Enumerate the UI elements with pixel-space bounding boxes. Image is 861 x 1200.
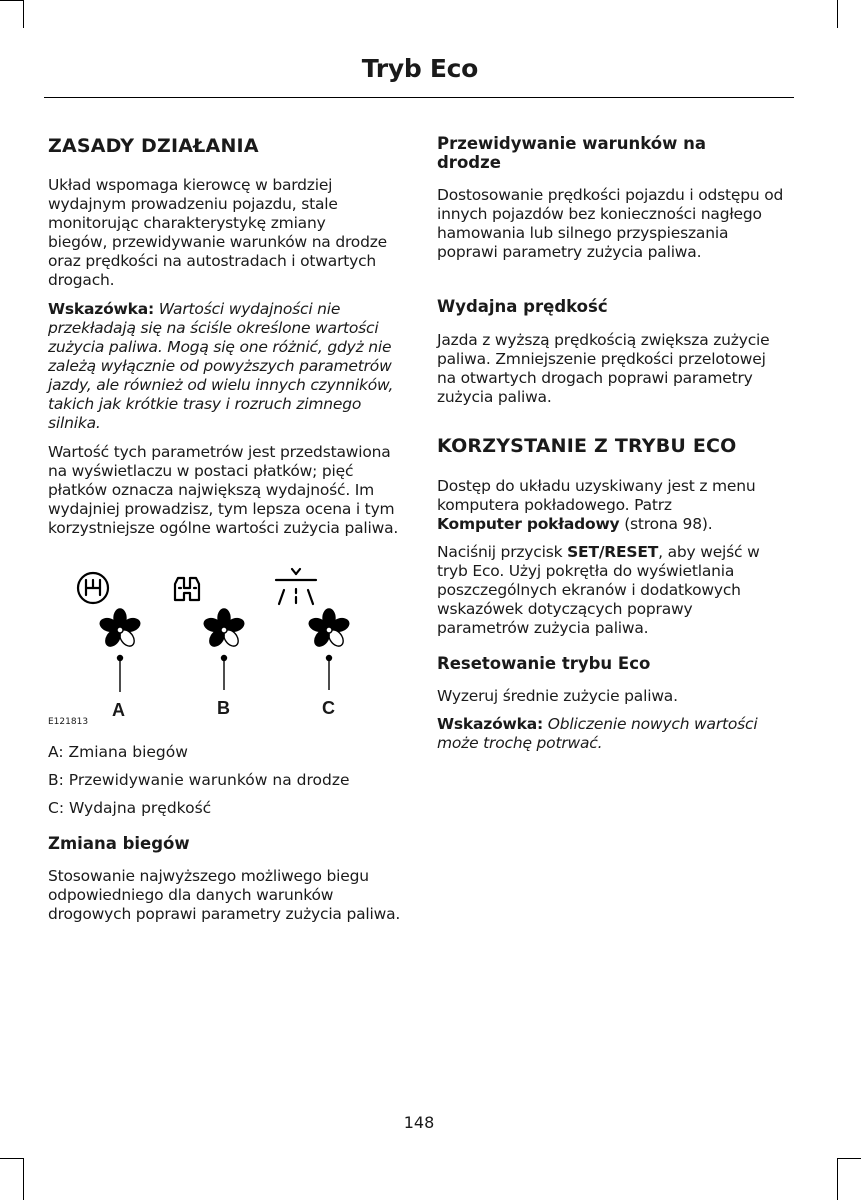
page-title: Tryb Eco — [361, 54, 478, 83]
access-text: Dostęp do układu uzyskiwany jest z menu komputera pokładowego. Patrz — [437, 477, 756, 514]
crop-mark — [837, 1158, 838, 1200]
section-heading-principles: ZASADY DZIAŁANIA — [48, 135, 259, 157]
right-note-paragraph — [437, 715, 789, 753]
leader-lines — [118, 656, 332, 693]
right-note-text: Obliczenie nowych wartości może trochę potrwać. — [437, 715, 758, 752]
crop-mark — [0, 1158, 24, 1159]
legend-item-b: B: Przewidywanie warunków na drodze — [48, 771, 350, 789]
access-paragraph — [437, 477, 789, 534]
note-text: Wartości wydajności nie przekładają się na ściśle określone wartości zużycia paliwa. Mogą się one różnić, gdyż nie zależą wyłącznie od powyższych parametrów jazdy, ale również od wielu innych czynników, takich jak krótkie trasy i rozruch zimnego silnika. — [48, 300, 394, 432]
anticipation-paragraph: Dostosowanie prędkości pojazdu i odstępu od innych pojazdów bez konieczności nagłego hamowania lub silnego przyspieszania poprawi parametry zużycia paliwa. — [437, 186, 784, 261]
press-text-post: , aby wejść w tryb Eco. Użyj pokrętła do wyświetlania poszczególnych ekranów i dodatkowych wskazówek dotyczących poprawy parametrów zużycia paliwa. — [437, 543, 760, 637]
crop-mark — [23, 1158, 24, 1200]
legend-item-c: C: Wydajna prędkość — [48, 799, 212, 817]
figure-label-b: B — [217, 698, 230, 718]
gear-shift-icon — [78, 573, 108, 603]
note-paragraph — [48, 300, 402, 433]
page-reference: (strona 98). — [619, 515, 713, 533]
crop-mark — [837, 0, 838, 28]
subheading-anticipation: Przewidywanie warunków na drodze — [437, 134, 706, 172]
right-note-label: Wskazówka: — [437, 715, 544, 733]
crop-mark — [837, 1158, 861, 1159]
figure-label-a: A — [112, 700, 125, 720]
intro-paragraph: Układ wspomaga kierowcę w bardziej wydajnym prowadzeniu pojazdu, stale monitorując charakterystykę zmiany biegów, przewidywanie warunków na drodze oraz prędkości na autostradach i otwartych drogach. — [48, 176, 388, 289]
header-divider — [44, 97, 794, 98]
eco-flower-a — [99, 609, 142, 649]
reset-paragraph: Wyzeruj średnie zużycie paliwa. — [437, 687, 678, 705]
crop-mark — [0, 0, 24, 1]
road-icon — [276, 569, 316, 604]
subheading-reset-eco: Resetowanie trybu Eco — [437, 654, 651, 673]
subheading-efficient-speed: Wydajna prędkość — [437, 297, 608, 316]
eco-flower-c — [308, 609, 351, 649]
efficient-speed-paragraph: Jazda z wyższą prędkością zwiększa zużycie paliwa. Zmniejszenie prędkości przelotowej na otwartych drogach poprawi parametry zużycia paliwa. — [437, 331, 770, 406]
press-text-pre: Naciśnij przycisk — [437, 543, 568, 561]
eco-flower-b — [203, 609, 246, 649]
page-number: 148 — [403, 1113, 435, 1132]
subheading-gear-shift: Zmiana biegów — [48, 834, 190, 853]
set-reset-label: SET/RESET — [567, 543, 659, 561]
section-heading-using-eco: KORZYSTANIE Z TRYBU ECO — [437, 435, 737, 457]
gear-shift-paragraph: Stosowanie najwyższego możliwego biegu odpowiedniego dla danych warunków drogowych poprawi parametry zużycia paliwa. — [48, 867, 401, 923]
binoculars-icon — [175, 578, 199, 600]
eco-figure — [48, 562, 388, 732]
press-button-paragraph — [437, 543, 789, 638]
legend-item-a: A: Zmiana biegów — [48, 743, 188, 761]
rating-paragraph: Wartość tych parametrów jest przedstawiona na wyświetlaczu w postaci płatków; pięć płatków oznacza największą wydajność. Im wydajniej prowadzisz, tym lepsza ocena i tym korzystniejsze ogólne wartości zużycia paliwa. — [48, 443, 399, 537]
note-label: Wskazówka: — [48, 300, 155, 318]
figure-code: E121813 — [48, 717, 89, 727]
figure-label-c: C — [322, 698, 335, 718]
crop-mark — [23, 0, 24, 28]
trip-computer-reference: Komputer pokładowy — [437, 515, 620, 533]
